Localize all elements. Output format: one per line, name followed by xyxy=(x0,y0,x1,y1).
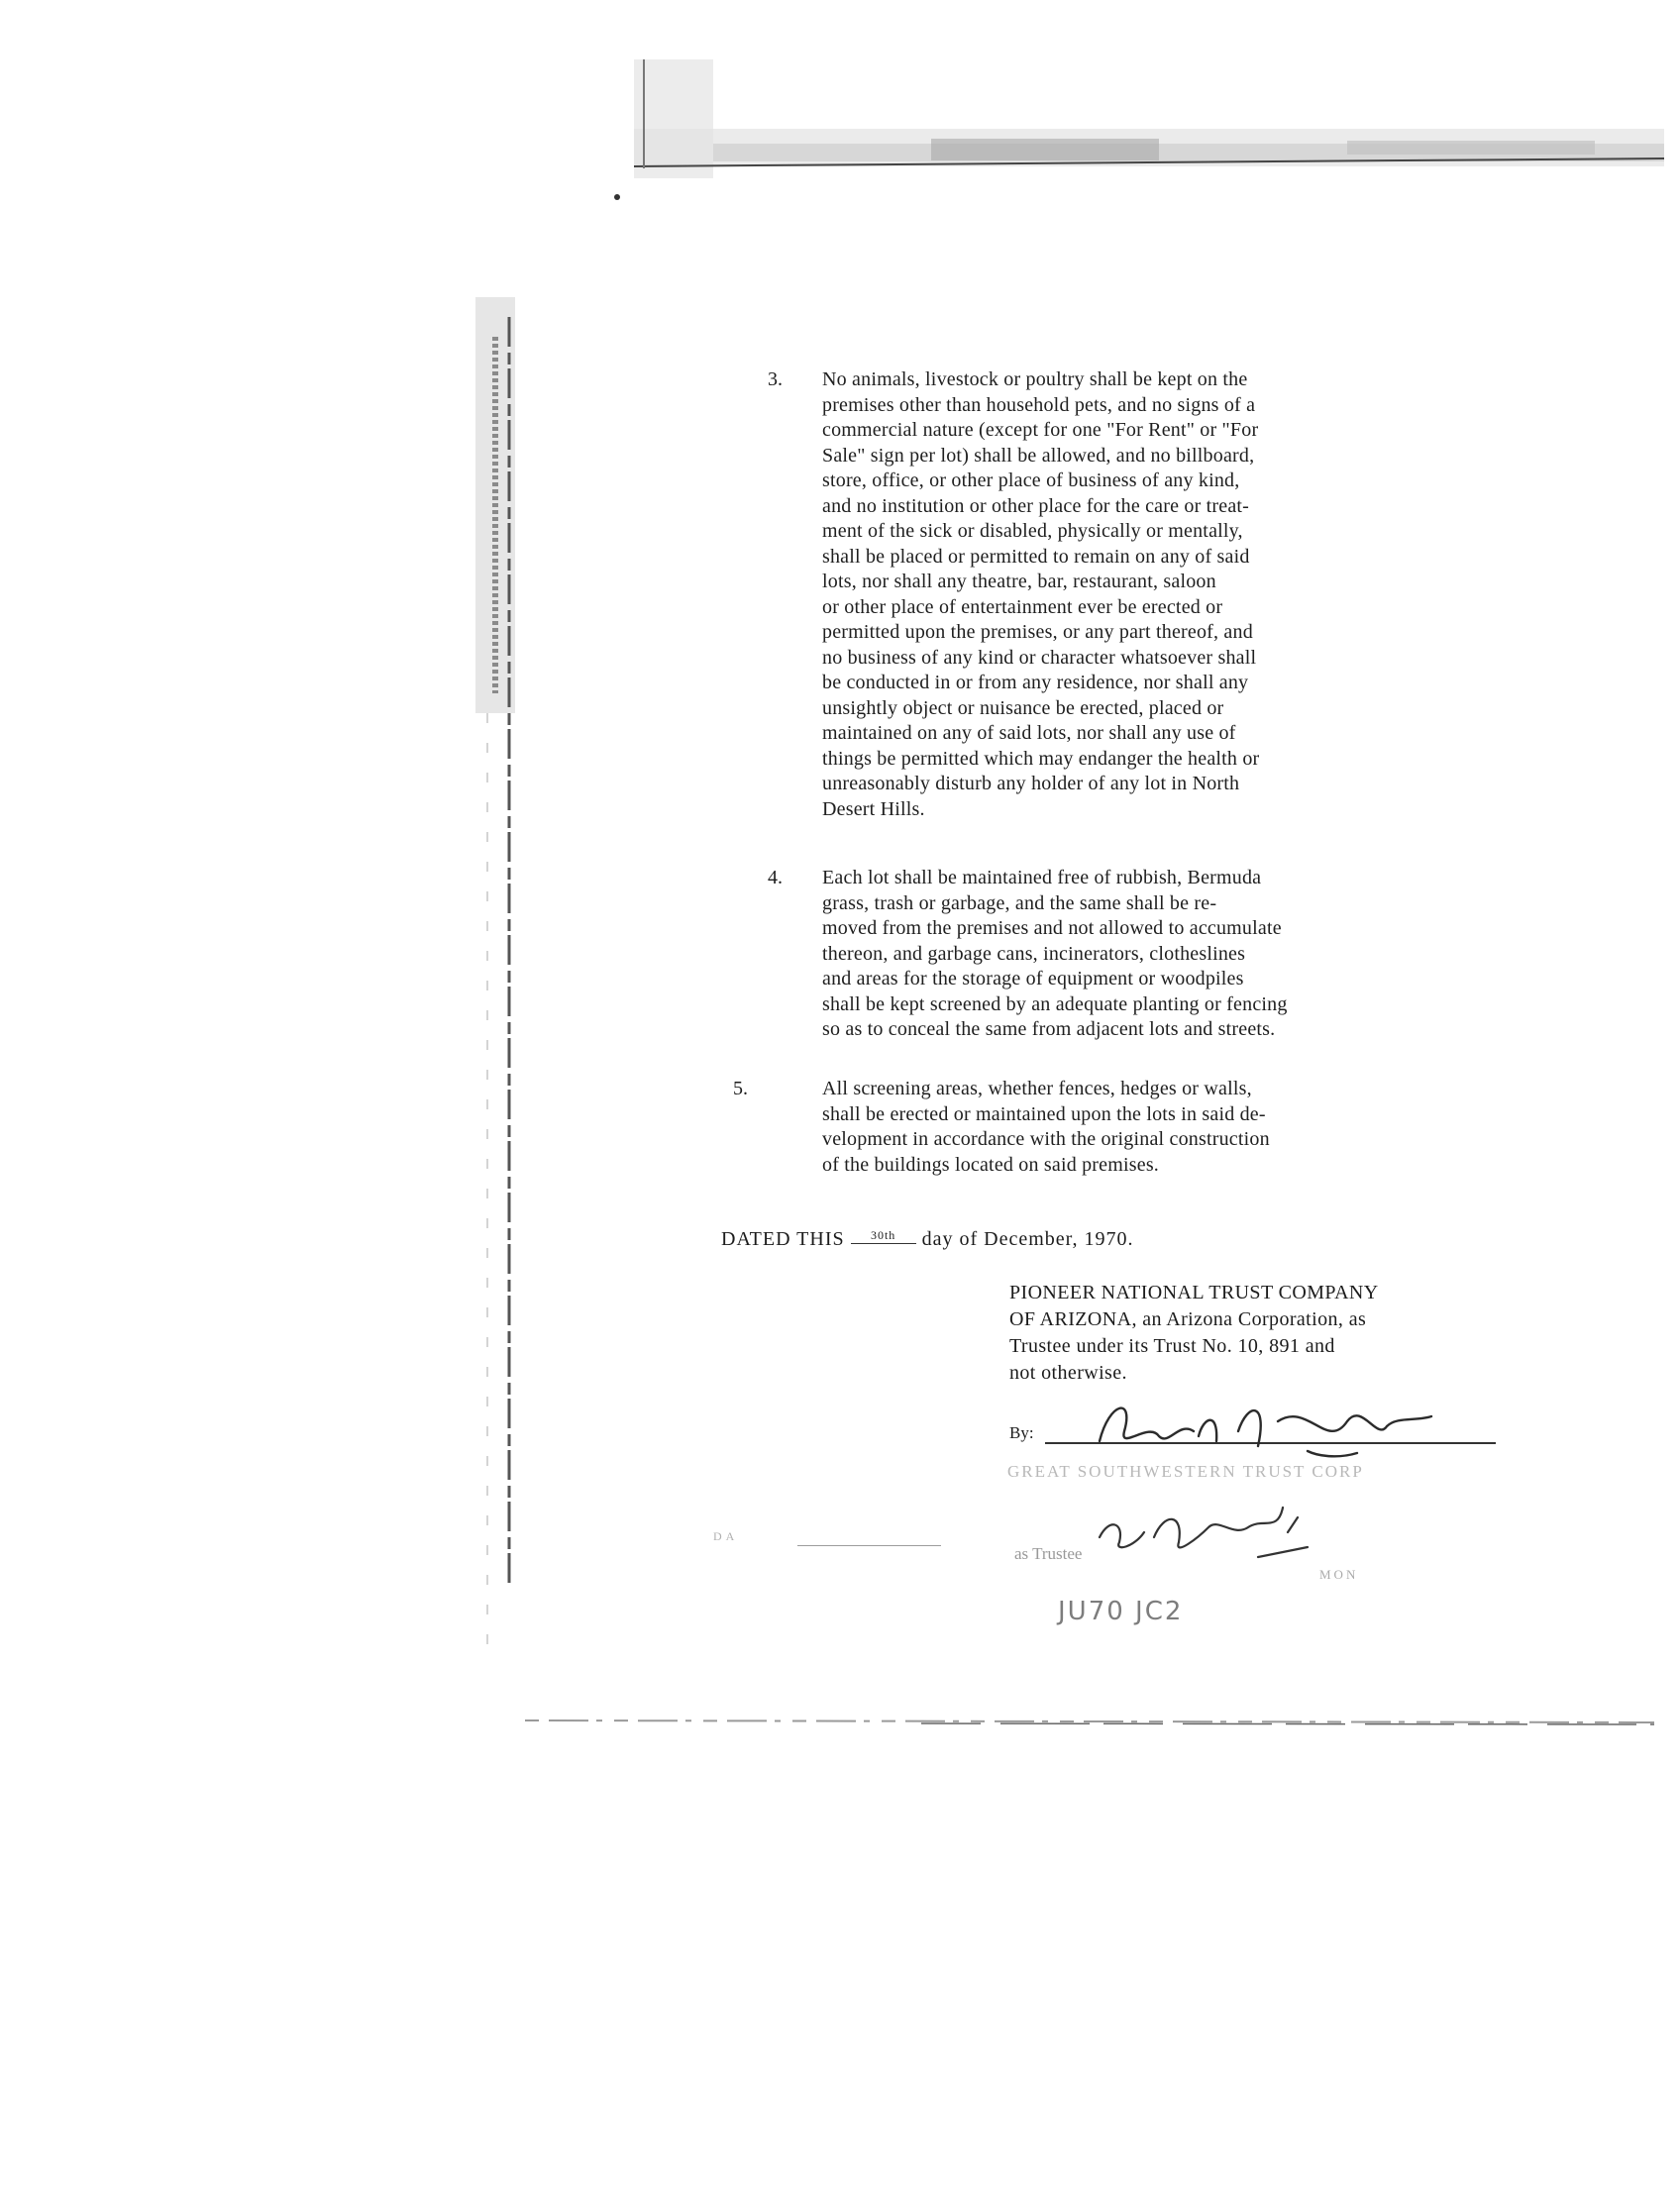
clause-line: be conducted in or from any residence, nor shall any xyxy=(822,672,1249,693)
scan-smudge-top xyxy=(634,59,1664,188)
scan-speck xyxy=(614,194,620,200)
clause-line: Sale" sign per lot) shall be allowed, and no billboard, xyxy=(822,444,1255,467)
clause-line: or other place of entertainment ever be erected or xyxy=(822,595,1223,618)
clause-line: unsightly object or nuisance be erected, placed or xyxy=(822,696,1224,719)
clause-line: store, office, or other place of business of any kind, xyxy=(822,469,1240,491)
faint-rule xyxy=(797,1545,941,1546)
clause-line: thereon, and garbage cans, incinerators, clotheslines xyxy=(822,942,1246,965)
clause-line: permitted upon the premises, or any part thereof, and xyxy=(822,621,1253,643)
clause-number: 3. xyxy=(768,368,783,390)
by-label: By: xyxy=(1009,1423,1034,1442)
clause-line: things be permitted which may endanger the health or xyxy=(822,747,1260,770)
dated-line xyxy=(721,1228,1134,1251)
clause-5 xyxy=(733,1078,1446,1187)
clause-line: shall be kept screened by an adequate planting or fencing xyxy=(822,992,1288,1015)
dated-prefix: DATED THIS xyxy=(721,1228,845,1250)
clause-line: unreasonably disturb any holder of any lot in North xyxy=(822,773,1240,794)
clause-4 xyxy=(768,867,1481,1055)
trustee-name-line: Trustee under its Trust No. 10, 891 and xyxy=(1009,1335,1335,1357)
clause-line: of the buildings located on said premises. xyxy=(822,1153,1160,1176)
clause-line: commercial nature (except for one "For Rent" or "For xyxy=(822,419,1259,441)
recording-stamp: JU70 JC2 xyxy=(1058,1597,1184,1626)
clause-line: Each lot shall be maintained free of rubbish, Bermuda xyxy=(822,867,1262,888)
clause-line: ment of the sick or disabled, physically or mentally, xyxy=(822,520,1243,542)
trustee-name-line: not otherwise. xyxy=(1009,1362,1127,1384)
clause-line: so as to conceal the same from adjacent lots and streets. xyxy=(822,1018,1276,1040)
clause-line: no business of any kind or character whatsoever shall xyxy=(822,646,1257,669)
clause-line: No animals, livestock or poultry shall be kept on the xyxy=(822,368,1248,390)
clause-line: premises other than household pets, and no signs of a xyxy=(822,393,1256,416)
trustee-name-line: PIONEER NATIONAL TRUST COMPANY xyxy=(1009,1282,1379,1303)
trustee-name-line: OF ARIZONA, an Arizona Corporation, as xyxy=(1009,1308,1367,1330)
secondary-company-stamp: GREAT SOUTHWESTERN TRUST CORP xyxy=(1007,1462,1364,1481)
dated-day-field: 30th xyxy=(851,1228,916,1244)
clause-line: shall be erected or maintained upon the lots in said de- xyxy=(822,1102,1266,1125)
dated-suffix: day of December, 1970. xyxy=(921,1228,1134,1250)
signature-2 xyxy=(1070,1498,1367,1567)
faint-notation-left: DA xyxy=(713,1529,739,1543)
clause-line: and no institution or other place for the care or treat- xyxy=(822,494,1250,517)
clause-number: 5. xyxy=(733,1078,748,1099)
signature-1 xyxy=(1080,1392,1476,1461)
clause-line: grass, trash or garbage, and the same shall be re- xyxy=(822,891,1217,914)
clause-line: lots, nor shall any theatre, bar, restaurant, saloon xyxy=(822,571,1216,592)
as-trustee-label: as Trustee xyxy=(1014,1544,1083,1563)
clause-line: and areas for the storage of equipment or woodpiles xyxy=(822,968,1244,989)
clause-3 xyxy=(768,368,1461,844)
clause-line: Desert Hills. xyxy=(822,797,925,820)
clause-line: maintained on any of said lots, nor shall any use of xyxy=(822,722,1236,744)
scan-left-edge xyxy=(466,297,525,1654)
clause-line: shall be placed or permitted to remain on any of said xyxy=(822,545,1250,568)
faint-notation: MON xyxy=(1319,1567,1359,1582)
clause-line: moved from the premises and not allowed to accumulate xyxy=(822,917,1282,939)
scan-bottom-band xyxy=(525,1709,1654,1738)
clause-number: 4. xyxy=(768,867,783,888)
clause-line: All screening areas, whether fences, hedges or walls, xyxy=(822,1078,1252,1099)
clause-line: velopment in accordance with the original construction xyxy=(822,1128,1270,1150)
